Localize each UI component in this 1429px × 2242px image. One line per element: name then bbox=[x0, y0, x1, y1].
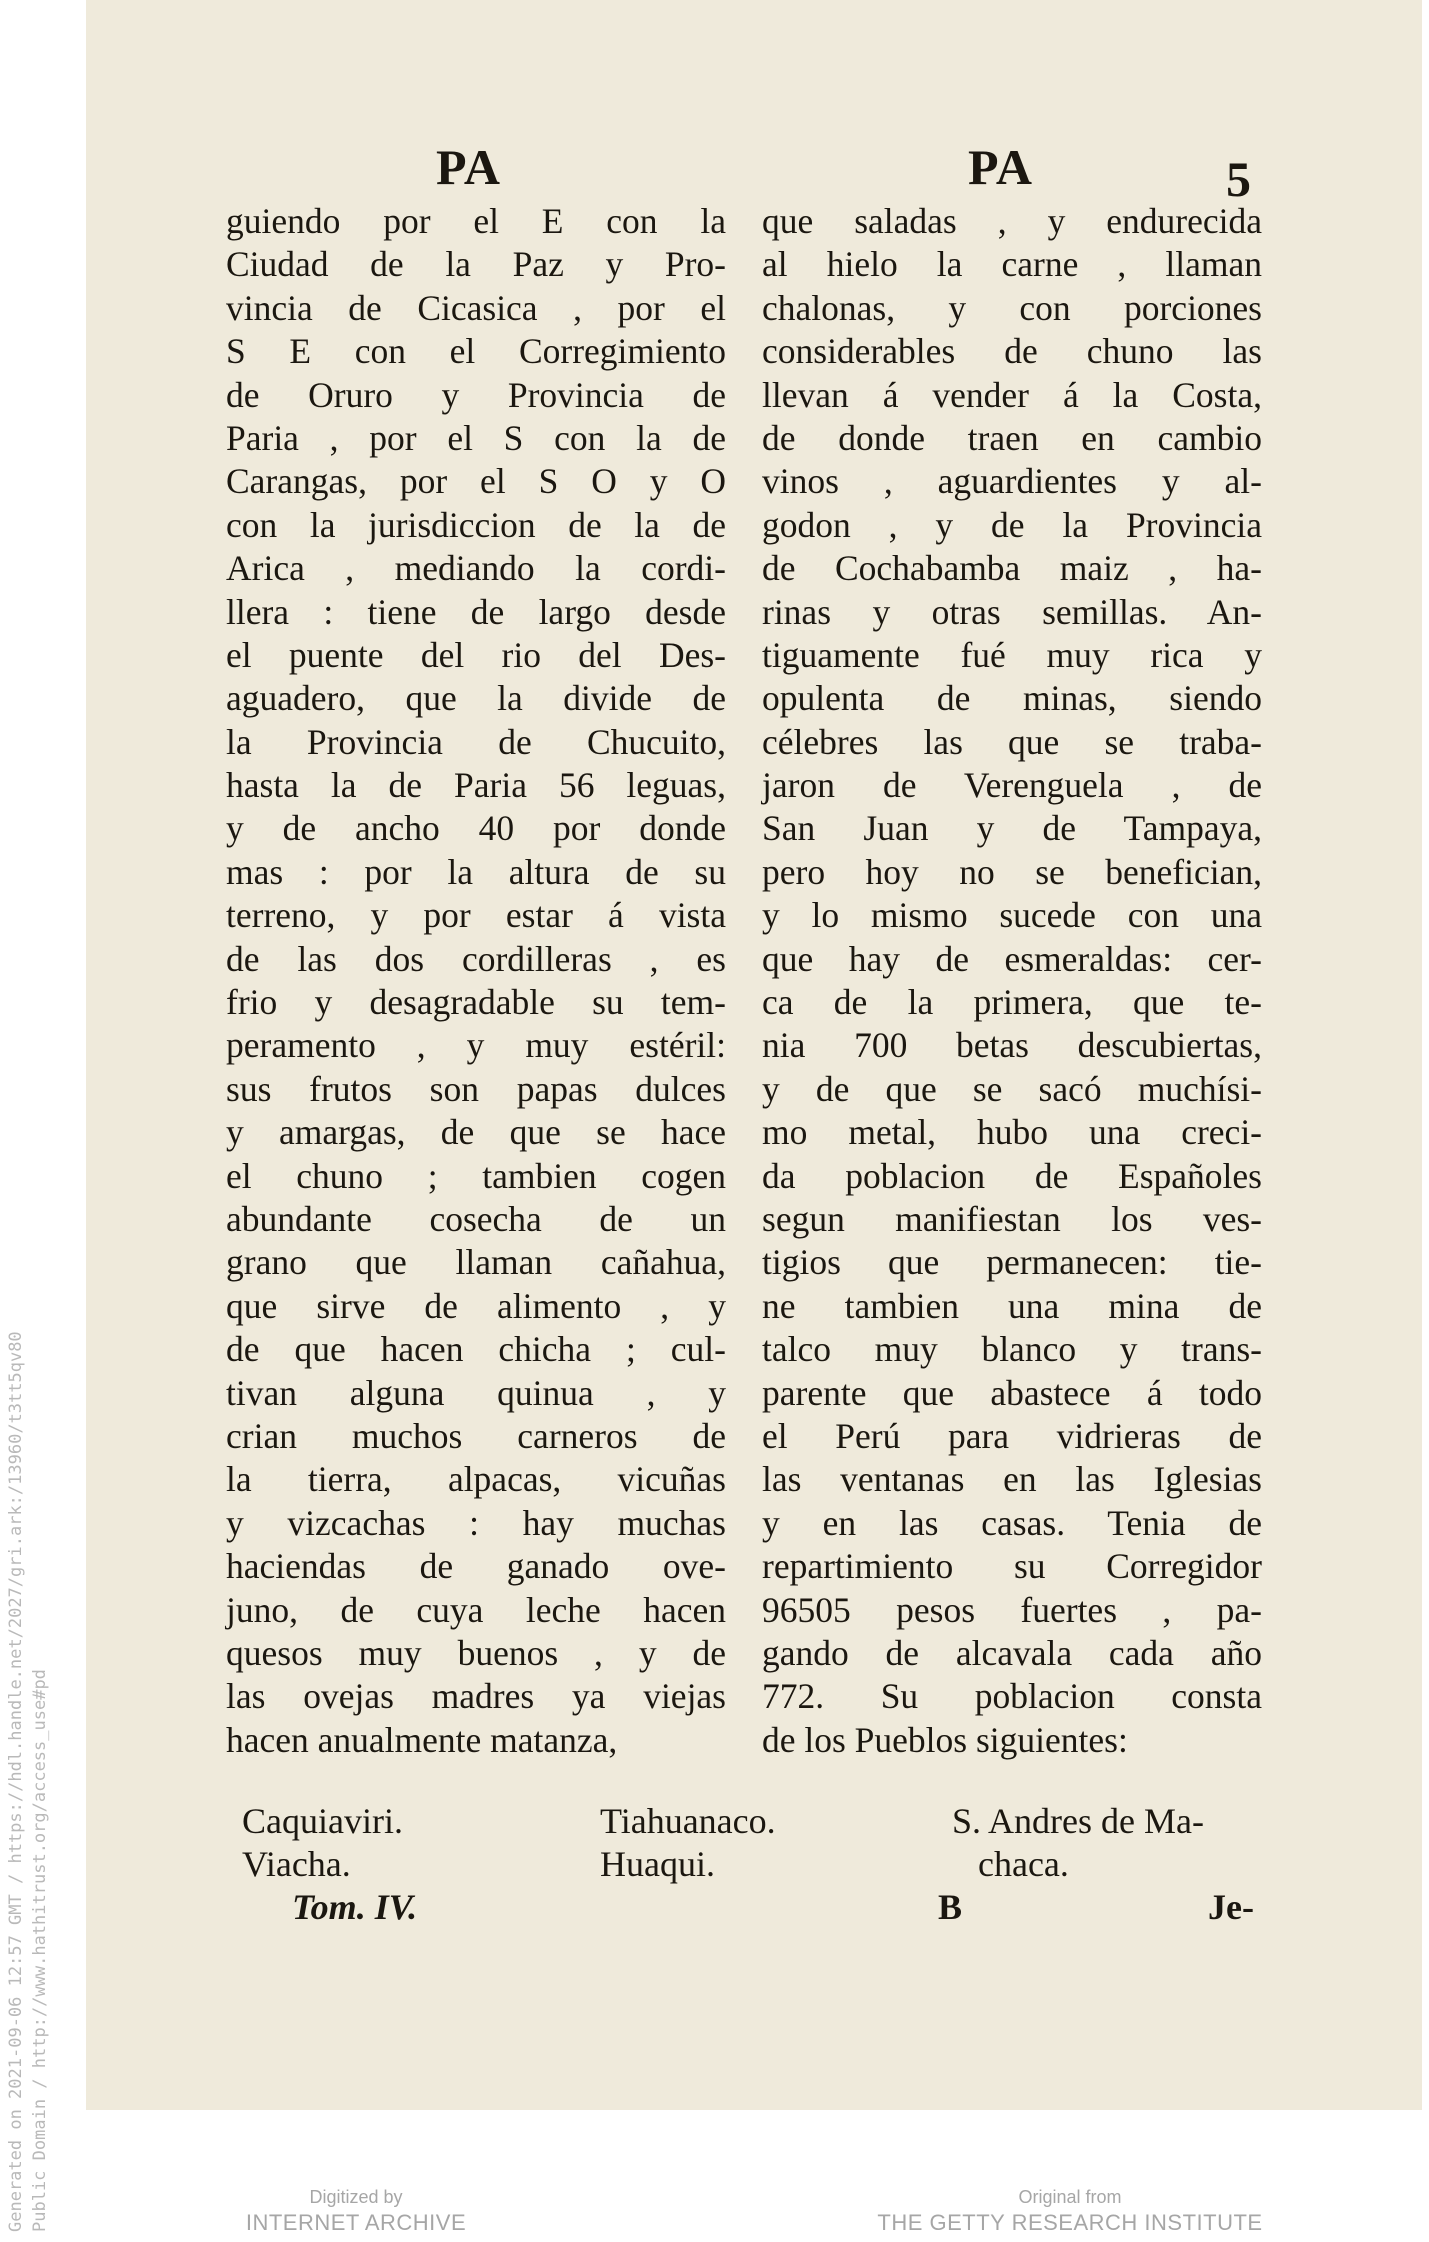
text-line: guiendo por el E con la bbox=[226, 201, 726, 241]
original-from-block bbox=[870, 2185, 1270, 2237]
text-line: quesos muy buenos , y de bbox=[226, 1632, 726, 1673]
text-line: las ventanas en las Iglesias bbox=[762, 1459, 1262, 1500]
text-line: segun manifiestan los ves- bbox=[762, 1198, 1262, 1239]
text-line: al hielo la carne , llaman bbox=[762, 244, 1262, 285]
getty-label: THE GETTY RESEARCH INSTITUTE bbox=[877, 2210, 1263, 2235]
text-line: S E con el Corregimiento bbox=[226, 331, 726, 372]
text-line: parente que abastece á todo bbox=[762, 1372, 1262, 1413]
text-line: tiguamente fué muy rica y bbox=[762, 634, 1262, 675]
text-line: hasta la de Paria 56 leguas, bbox=[226, 765, 726, 806]
text-line: jaron de Verenguela , de bbox=[762, 765, 1262, 806]
text-line: juno, de cuya leche hacen bbox=[226, 1589, 726, 1630]
watermark-line-1: Generated on 2021-09-06 12:57 GMT / https://hdl.handle.net/2027/gri.ark:/13960/t3tt5qv80 bbox=[6, 1331, 26, 2232]
text-line: ca de la primera, que te- bbox=[762, 982, 1262, 1023]
text-line: que sirve de alimento , y bbox=[226, 1285, 726, 1326]
text-line: 772. Su poblacion consta bbox=[762, 1676, 1262, 1717]
text-line: y en las casas. Tenia de bbox=[762, 1502, 1262, 1543]
text-line: sus frutos son papas dulces bbox=[226, 1068, 726, 1109]
watermark-line-2: Public Domain / http://www.hathitrust.org/access_use#pd bbox=[30, 1669, 50, 2232]
left-text-column bbox=[226, 200, 726, 1762]
text-line: da poblacion de Españoles bbox=[762, 1155, 1262, 1196]
text-line: rinas y otras semillas. An- bbox=[762, 591, 1262, 632]
text-line: San Juan y de Tampaya, bbox=[762, 808, 1262, 849]
internet-archive-label: INTERNET ARCHIVE bbox=[245, 2210, 467, 2235]
original-from-label: Original from bbox=[1018, 2187, 1122, 2207]
town-viacha: Viacha. bbox=[242, 1844, 351, 1884]
text-line: y vizcachas : hay muchas bbox=[226, 1502, 726, 1543]
digitized-by-block bbox=[226, 2185, 486, 2237]
text-line: el puente del rio del Des- bbox=[226, 634, 726, 675]
text-line: hacen anualmente matanza, bbox=[226, 1719, 618, 1760]
text-line: llevan á vender á la Costa, bbox=[762, 374, 1262, 415]
text-line: de Oruro y Provincia de bbox=[226, 374, 726, 415]
text-line: vincia de Cicasica , por el bbox=[226, 287, 726, 328]
text-line: grano que llaman cañahua, bbox=[226, 1242, 726, 1283]
text-line: de donde traen en cambio bbox=[762, 417, 1262, 458]
text-line: vinos , aguardientes y al- bbox=[762, 461, 1262, 502]
running-head-right: PA bbox=[968, 139, 1033, 195]
town-tiahuanaco: Tiahuanaco. bbox=[600, 1801, 776, 1841]
text-line: Paria , por el S con la de bbox=[226, 417, 726, 458]
text-line: de los Pueblos siguientes: bbox=[762, 1719, 1128, 1760]
text-line: de que hacen chicha ; cul- bbox=[226, 1329, 726, 1370]
catchword: Je- bbox=[1208, 1887, 1254, 1927]
text-line: y amargas, de que se hace bbox=[226, 1112, 726, 1153]
text-line: nia 700 betas descubiertas, bbox=[762, 1025, 1262, 1066]
text-line: y lo mismo sucede con una bbox=[762, 895, 1262, 936]
text-line: Ciudad de la Paz y Pro- bbox=[226, 244, 726, 285]
text-line: opulenta de minas, siendo bbox=[762, 678, 1262, 719]
text-line: crian muchos carneros de bbox=[226, 1415, 726, 1456]
text-line: y de que se sacó muchísi- bbox=[762, 1068, 1262, 1109]
text-line: haciendas de ganado ove- bbox=[226, 1546, 726, 1587]
text-line: tivan alguna quinua , y bbox=[226, 1372, 726, 1413]
text-line: Arica , mediando la cordi- bbox=[226, 548, 726, 589]
text-line: el Perú para vidrieras de bbox=[762, 1415, 1262, 1456]
text-line: tigios que permanecen: tie- bbox=[762, 1242, 1262, 1283]
text-line: la tierra, alpacas, vicuñas bbox=[226, 1459, 726, 1500]
town-machaca-cont: chaca. bbox=[978, 1844, 1069, 1884]
volume-label: Tom. IV. bbox=[292, 1887, 418, 1927]
text-line: frio y desagradable su tem- bbox=[226, 982, 726, 1023]
text-line: que saladas , y endurecida bbox=[762, 201, 1262, 241]
page-number: 5 bbox=[1226, 151, 1252, 207]
text-line: mo metal, hubo una creci- bbox=[762, 1112, 1262, 1153]
text-line: aguadero, que la divide de bbox=[226, 678, 726, 719]
text-line: con la jurisdiccion de la de bbox=[226, 504, 726, 545]
text-line: 96505 pesos fuertes , pa- bbox=[762, 1589, 1262, 1630]
text-line: el chuno ; tambien cogen bbox=[226, 1155, 726, 1196]
text-line: de Cochabamba maiz , ha- bbox=[762, 548, 1262, 589]
text-line: terreno, y por estar á vista bbox=[226, 895, 726, 936]
town-caquiaviri: Caquiaviri. bbox=[242, 1801, 403, 1841]
digitized-by-label: Digitized by bbox=[309, 2187, 403, 2207]
right-text-column bbox=[762, 200, 1262, 1762]
text-line: abundante cosecha de un bbox=[226, 1198, 726, 1239]
text-line: mas : por la altura de su bbox=[226, 851, 726, 892]
text-line: Carangas, por el S O y O bbox=[226, 461, 726, 502]
running-head-left: PA bbox=[436, 139, 501, 195]
text-line: de las dos cordilleras , es bbox=[226, 938, 726, 979]
text-line: pero hoy no se benefician, bbox=[762, 851, 1262, 892]
hathitrust-watermark bbox=[4, 1102, 60, 2232]
text-line: talco muy blanco y trans- bbox=[762, 1329, 1262, 1370]
signature-mark: B bbox=[938, 1887, 963, 1927]
text-line: considerables de chuno las bbox=[762, 331, 1262, 372]
text-line: la Provincia de Chucuito, bbox=[226, 721, 726, 762]
town-s-andres-de-machaca: S. Andres de Ma- bbox=[952, 1801, 1204, 1841]
text-line: y de ancho 40 por donde bbox=[226, 808, 726, 849]
text-line: peramento , y muy estéril: bbox=[226, 1025, 726, 1066]
text-line: ne tambien una mina de bbox=[762, 1285, 1262, 1326]
text-line: chalonas, y con porciones bbox=[762, 287, 1262, 328]
text-line: las ovejas madres ya viejas bbox=[226, 1676, 726, 1717]
text-line: que hay de esmeraldas: cer- bbox=[762, 938, 1262, 979]
text-line: llera : tiene de largo desde bbox=[226, 591, 726, 632]
text-line: godon , y de la Provincia bbox=[762, 504, 1262, 545]
text-line: célebres las que se traba- bbox=[762, 721, 1262, 762]
town-huaqui: Huaqui. bbox=[600, 1844, 715, 1884]
text-line: gando de alcavala cada año bbox=[762, 1632, 1262, 1673]
text-line: repartimiento su Corregidor bbox=[762, 1546, 1262, 1587]
